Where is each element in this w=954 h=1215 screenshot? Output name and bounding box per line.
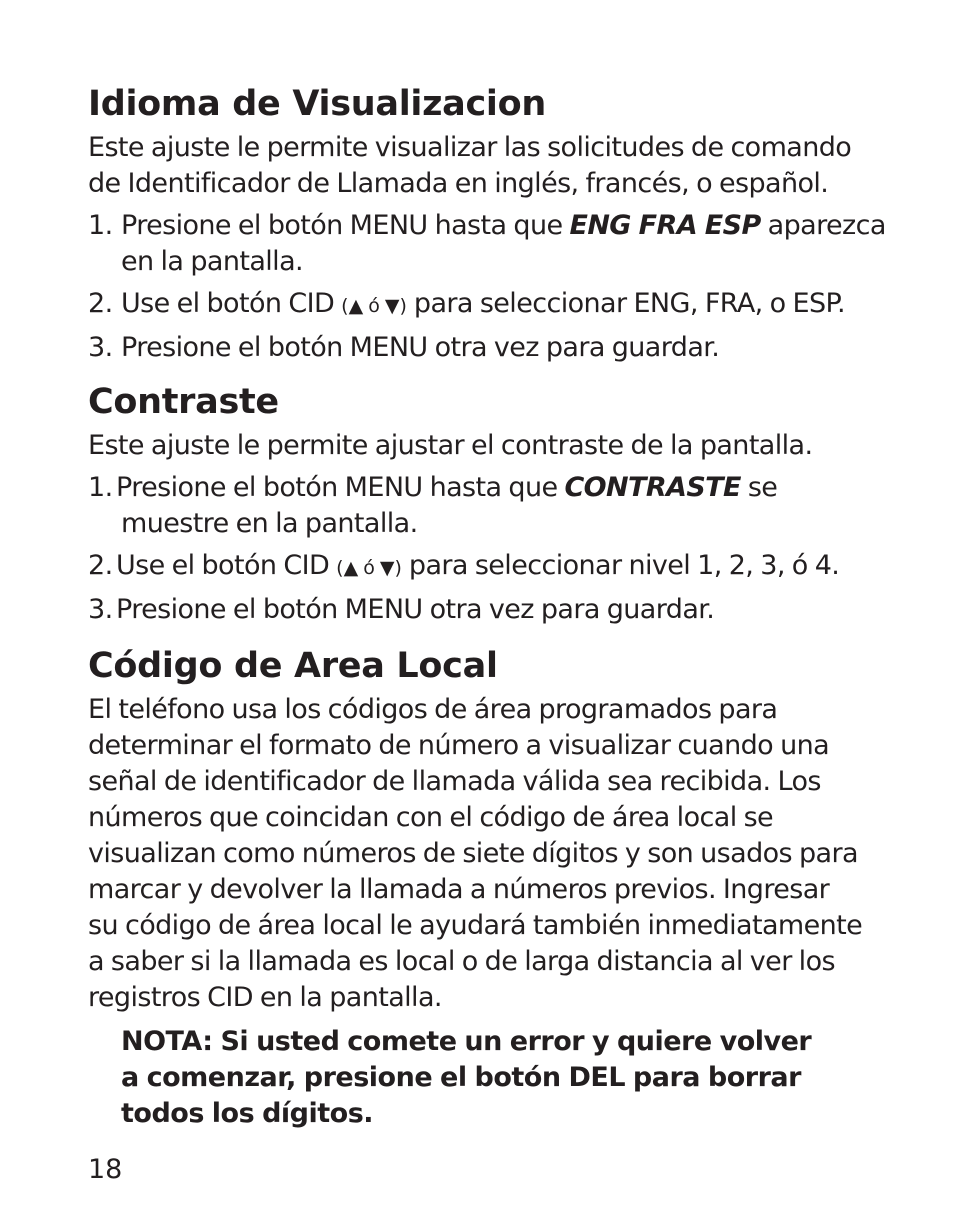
page-number: 18: [88, 1154, 123, 1185]
step-text: Presione el botón MENU hasta que: [116, 472, 565, 503]
step-number: 1.: [88, 210, 113, 241]
step-text: para seleccionar nivel 1, 2, 3, ó 4.: [401, 550, 840, 581]
step-text: Use el botón CID: [121, 288, 342, 319]
step-text: Presione el botón MENU otra vez para guardar.: [121, 332, 720, 363]
idioma-step-1: [88, 208, 888, 280]
idioma-step-2: [88, 286, 888, 324]
up-down-arrow-icon: (▲ ó ▼): [336, 557, 402, 579]
section-codigo-area: [88, 644, 888, 1132]
section-title-contraste: Contraste: [88, 382, 279, 422]
step-number: 1.: [88, 472, 113, 503]
step-text: Use el botón CID: [116, 550, 337, 581]
up-down-arrow-icon: (▲ ó ▼): [341, 295, 407, 317]
step-number: 2.: [88, 288, 113, 319]
step-display-text: ENG FRA ESP: [569, 210, 761, 241]
section-idioma: [88, 82, 888, 366]
idioma-step-3: [88, 330, 888, 366]
step-continuation: en la pantalla.: [121, 246, 303, 277]
step-text: Presione el botón MENU hasta que: [121, 210, 570, 241]
section-contraste: [88, 380, 888, 628]
step-text: aparezca: [760, 210, 886, 241]
step-number: 2.: [88, 550, 113, 581]
step-number: 3.: [88, 594, 113, 625]
step-display-text: CONTRASTE: [564, 472, 741, 503]
section-title-idioma: Idioma de Visualizacion: [88, 84, 546, 124]
manual-page: [88, 82, 888, 1132]
contraste-intro: Este ajuste le permite ajustar el contraste de la pantalla.: [88, 430, 813, 461]
idioma-intro: Este ajuste le permite visualizar las solicitudes de comando de Identificador de Llamada en inglés, francés, o español.: [88, 132, 852, 199]
step-text: se: [740, 472, 778, 503]
step-number: 3.: [88, 332, 113, 363]
contraste-step-2: [88, 548, 888, 586]
codigo-body: El teléfono usa los códigos de área programados para determinar el formato de número a visualizar cuando una señal de identificador de llamada válida sea recibida. Los números que coincidan con el código de área local se visualizan como números de siete dígitos y son usados para marcar y devolver la llamada a números previos. Ingresar su código de área local le ayudará también inmediatamente a saber si la llamada es local o de larga distancia al ver los registros CID en la pantalla.: [88, 694, 863, 1013]
step-text: Presione el botón MENU otra vez para guardar.: [116, 594, 715, 625]
step-text: para seleccionar ENG, FRA, o ESP.: [406, 288, 846, 319]
step-continuation: muestre en la pantalla.: [121, 508, 418, 539]
section-title-codigo: Código de Area Local: [88, 646, 498, 686]
note-text: NOTA: Si usted comete un error y quiere volver a comenzar, presione el botón DEL para borrar todos los dígitos.: [121, 1026, 812, 1129]
contraste-step-3: [88, 592, 888, 628]
contraste-step-1: [88, 470, 888, 542]
